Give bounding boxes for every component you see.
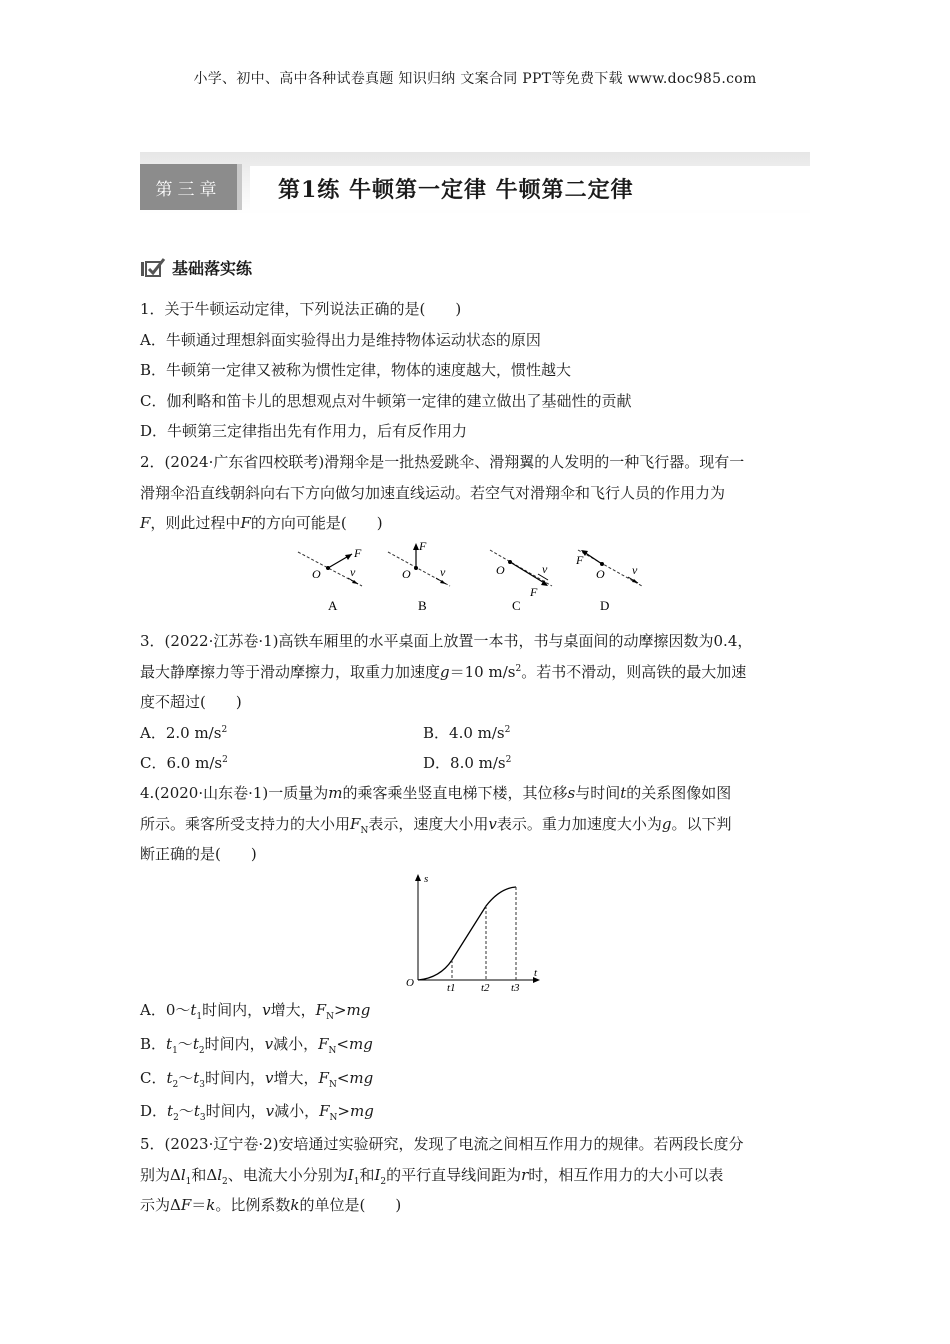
question-3-line-1: 3．(2022·江苏卷·1)高铁车厢里的水平桌面上放置一本书，书与桌面间的动摩擦因数为0.4，	[140, 632, 753, 650]
text: >	[337, 1102, 350, 1121]
question-2	[140, 447, 810, 539]
subscript: 1	[353, 1176, 360, 1187]
text: 的关系图像如图	[626, 784, 732, 802]
var-r: r	[521, 1165, 529, 1184]
text: 示为Δ	[140, 1196, 181, 1215]
question-3-line-3: 度不超过( )	[140, 693, 242, 712]
velocity-label: v	[542, 562, 548, 576]
text: ＝10 m/s	[449, 662, 516, 681]
var-t: t	[620, 784, 627, 802]
subscript: 2	[173, 1113, 179, 1124]
subscript: 1	[172, 1045, 178, 1056]
site-banner: 小学、初中、高中各种试卷真题 知识归纳 文案合同 PPT等免费下载 www.doc985.com	[193, 71, 757, 87]
var-mg: mg	[346, 1001, 371, 1019]
force-label: F	[419, 540, 427, 553]
text: >	[333, 1001, 347, 1019]
chapter-header-bar	[140, 152, 810, 214]
var-f: F	[140, 514, 151, 533]
subscript: N	[328, 1045, 337, 1056]
superscript: 2	[505, 755, 512, 766]
question-2-line-2: 滑翔伞沿直线朝斜向右下方向做匀加速直线运动。若空气对滑翔伞和飞行人员的作用力为	[140, 483, 726, 502]
var-v: v	[488, 814, 497, 833]
option-text: D．8.0 m/s	[423, 754, 506, 773]
question-1	[140, 294, 810, 447]
text: 增大，	[270, 1001, 316, 1019]
question-3-options-row-1	[140, 718, 810, 749]
var-l: l	[217, 1165, 223, 1184]
var-t: t	[166, 1068, 173, 1087]
var-k: k	[290, 1196, 300, 1215]
question-3-option-b	[423, 718, 706, 749]
var-m: m	[328, 784, 343, 802]
figure-label-d: D	[600, 598, 610, 613]
text: <	[336, 1068, 350, 1087]
tick-t1: t1	[447, 982, 456, 992]
subscript: N	[360, 825, 369, 836]
var-t: t	[193, 1102, 200, 1121]
var-g: g	[440, 662, 450, 681]
text: 、电流大小分别为	[227, 1165, 348, 1184]
var-t: t	[166, 1034, 173, 1053]
text: 最大静摩擦力等于滑动摩擦力，取重力加速度	[140, 662, 441, 681]
text: 表示。重力加速度大小为	[496, 814, 662, 833]
tick-t3: t3	[511, 982, 520, 992]
question-4-option-d	[140, 1095, 810, 1129]
figure-a	[298, 546, 362, 613]
superscript: 2	[515, 663, 522, 674]
question-3-options-row-2	[140, 748, 810, 779]
chapter-title	[250, 166, 810, 210]
option-text: C．6.0 m/s	[140, 754, 223, 773]
velocity-label: v	[632, 563, 638, 577]
question-1-option-d: D．牛顿第三定律指出先有作用力，后有反作用力	[140, 422, 468, 441]
superscript: 2	[504, 724, 511, 735]
figure-label-c: C	[512, 598, 521, 613]
text: C．	[140, 1068, 167, 1087]
text: A．0～	[140, 1001, 191, 1019]
question-5-line-1: 5．(2023·辽宁卷·2)安培通过实验研究，发现了电流之间相互作用力的规律。若两段长度分	[140, 1135, 744, 1153]
text: 和Δ	[191, 1165, 218, 1184]
figure-label-b: B	[418, 598, 427, 613]
force-label: F	[576, 553, 584, 567]
text: 时间内，	[202, 1001, 263, 1019]
question-2-line-3	[140, 508, 810, 539]
text: ～	[178, 1102, 194, 1121]
tick-t2: t2	[481, 982, 490, 992]
section-heading	[140, 254, 252, 280]
var-mg: mg	[349, 1102, 374, 1121]
var-v: v	[265, 1068, 274, 1087]
question-1-stem: 1．关于牛顿运动定律，下列说法正确的是( )	[140, 300, 462, 318]
var-mg: mg	[348, 1034, 373, 1053]
var-v: v	[262, 1001, 271, 1019]
text: 时间内，	[205, 1068, 266, 1087]
text: 时，相互作用力的大小可以表	[528, 1165, 724, 1184]
question-1-option-c: C．伽利略和笛卡儿的思想观点对牛顿第一定律的建立做出了基础性的贡献	[140, 391, 632, 410]
text: 。若书不滑动，则高铁的最大加速	[521, 662, 747, 681]
var-mg: mg	[349, 1068, 374, 1087]
question-3-option-d	[423, 748, 706, 779]
subscript: N	[326, 1012, 334, 1022]
origin-label: O	[402, 567, 411, 581]
velocity-label: v	[350, 565, 356, 579]
text: 增大，	[273, 1068, 319, 1087]
question-1-option-b: B．牛顿第一定律又被称为惯性定律，物体的速度越大，惯性越大	[140, 361, 572, 380]
origin-label: O	[312, 567, 321, 581]
question-4-option-c	[140, 1062, 810, 1096]
question-4-options	[140, 994, 810, 1129]
text: ，则此过程中	[150, 514, 241, 533]
var-t: t	[167, 1102, 174, 1121]
var-k: k	[206, 1196, 216, 1215]
text: 别为Δ	[140, 1165, 181, 1184]
y-axis-label: s	[424, 873, 429, 885]
figure-label-a: A	[328, 598, 338, 613]
var-f: F	[318, 1068, 329, 1087]
var-i: I	[347, 1165, 354, 1184]
question-1-option-a: A．牛顿通过理想斜面实验得出力是维持物体运动状态的原因	[140, 330, 541, 349]
origin-label: O	[596, 567, 605, 581]
var-g: g	[661, 814, 672, 833]
text: 所示。乘客所受支持力的大小用	[140, 814, 351, 833]
text: ＝	[191, 1196, 207, 1215]
question-5-line-3	[140, 1190, 810, 1221]
section-label: 基础落实练	[172, 258, 253, 278]
subscript: 3	[199, 1113, 206, 1124]
subscript: 2	[198, 1045, 205, 1056]
text: ～	[178, 1068, 194, 1087]
subscript: 1	[185, 1176, 192, 1187]
text: 。以下判	[671, 814, 732, 833]
text: 。比例系数	[215, 1196, 291, 1215]
question-4-line-2	[140, 809, 810, 840]
var-l: l	[180, 1165, 186, 1184]
var-f: F	[315, 1001, 327, 1019]
displacement-curve	[418, 887, 516, 980]
var-v: v	[264, 1034, 274, 1053]
subscript: 2	[380, 1176, 387, 1187]
figure-c	[490, 550, 552, 613]
text: 的乘客乘坐竖直电梯下楼，其位移	[342, 784, 568, 802]
chapter-tag: 第三章	[140, 164, 237, 210]
text: 时间内，	[205, 1102, 266, 1121]
var-t: t	[190, 1001, 197, 1019]
chapter-title-text: 第1练 牛顿第一定律 牛顿第二定律	[278, 176, 634, 203]
text: 减小，	[274, 1102, 320, 1121]
question-4-line-1	[140, 778, 810, 809]
var-t: t	[192, 1034, 199, 1053]
question-4-option-a	[140, 994, 810, 1028]
question-2-line-1: 2．(2024·广东省四校联考)滑翔伞是一批热爱跳伞、滑翔翼的人发明的一种飞行器。现有一	[140, 453, 745, 471]
var-t: t	[193, 1068, 200, 1087]
text: 的单位是( )	[299, 1196, 402, 1215]
option-text: B．4.0 m/s	[423, 723, 505, 742]
subscript: 2	[222, 1176, 228, 1187]
subscript: 1	[196, 1012, 203, 1022]
question-3-line-2	[140, 657, 810, 688]
text: 时间内，	[204, 1034, 265, 1053]
figure-b	[388, 540, 450, 613]
text: 减小，	[273, 1034, 319, 1053]
var-f: F	[350, 814, 361, 833]
text: 与时间	[575, 784, 621, 802]
text: 和	[359, 1165, 375, 1184]
text: 4.(2020·山东卷·1)一质量为	[140, 784, 329, 802]
question-5	[140, 1129, 810, 1221]
var-s: s	[567, 784, 576, 802]
superscript: 2	[222, 755, 228, 766]
force-label: F	[354, 546, 362, 560]
text: 的方向可能是( )	[250, 514, 383, 533]
var-f: F	[240, 514, 251, 533]
text: D．	[140, 1102, 168, 1121]
var-i: I	[374, 1165, 381, 1184]
text: <	[336, 1034, 349, 1053]
var-v: v	[265, 1102, 275, 1121]
text: B．	[140, 1034, 167, 1053]
figure-d	[575, 550, 642, 613]
question-3-option-a	[140, 718, 423, 749]
var-f: F	[319, 1102, 330, 1121]
question-4-line-3: 断正确的是( )	[140, 845, 257, 864]
origin-label: O	[406, 977, 414, 989]
x-axis-label: t	[534, 967, 538, 979]
force-label: F	[530, 585, 538, 599]
subscript: N	[329, 1113, 338, 1124]
text: ～	[177, 1034, 193, 1053]
subscript: N	[328, 1079, 337, 1090]
text: 的平行直导线间距为	[386, 1165, 522, 1184]
origin-label: O	[496, 563, 505, 577]
question-4-option-b	[140, 1028, 810, 1062]
chapter-tag-shadow	[237, 164, 242, 210]
question-4-graph	[400, 868, 545, 992]
question-5-line-2	[140, 1160, 810, 1191]
subscript: 2	[172, 1079, 179, 1090]
velocity-label: v	[440, 565, 446, 579]
superscript: 2	[221, 724, 228, 735]
var-f: F	[318, 1034, 329, 1053]
text: 表示，速度大小用	[368, 814, 489, 833]
option-text: A．2.0 m/s	[140, 723, 222, 742]
question-3	[140, 626, 810, 779]
question-2-figure	[290, 540, 660, 620]
subscript: 3	[199, 1079, 206, 1090]
question-3-option-c	[140, 748, 423, 779]
question-4	[140, 778, 810, 870]
var-f: F	[180, 1196, 192, 1215]
checkmark-icon	[140, 256, 166, 278]
